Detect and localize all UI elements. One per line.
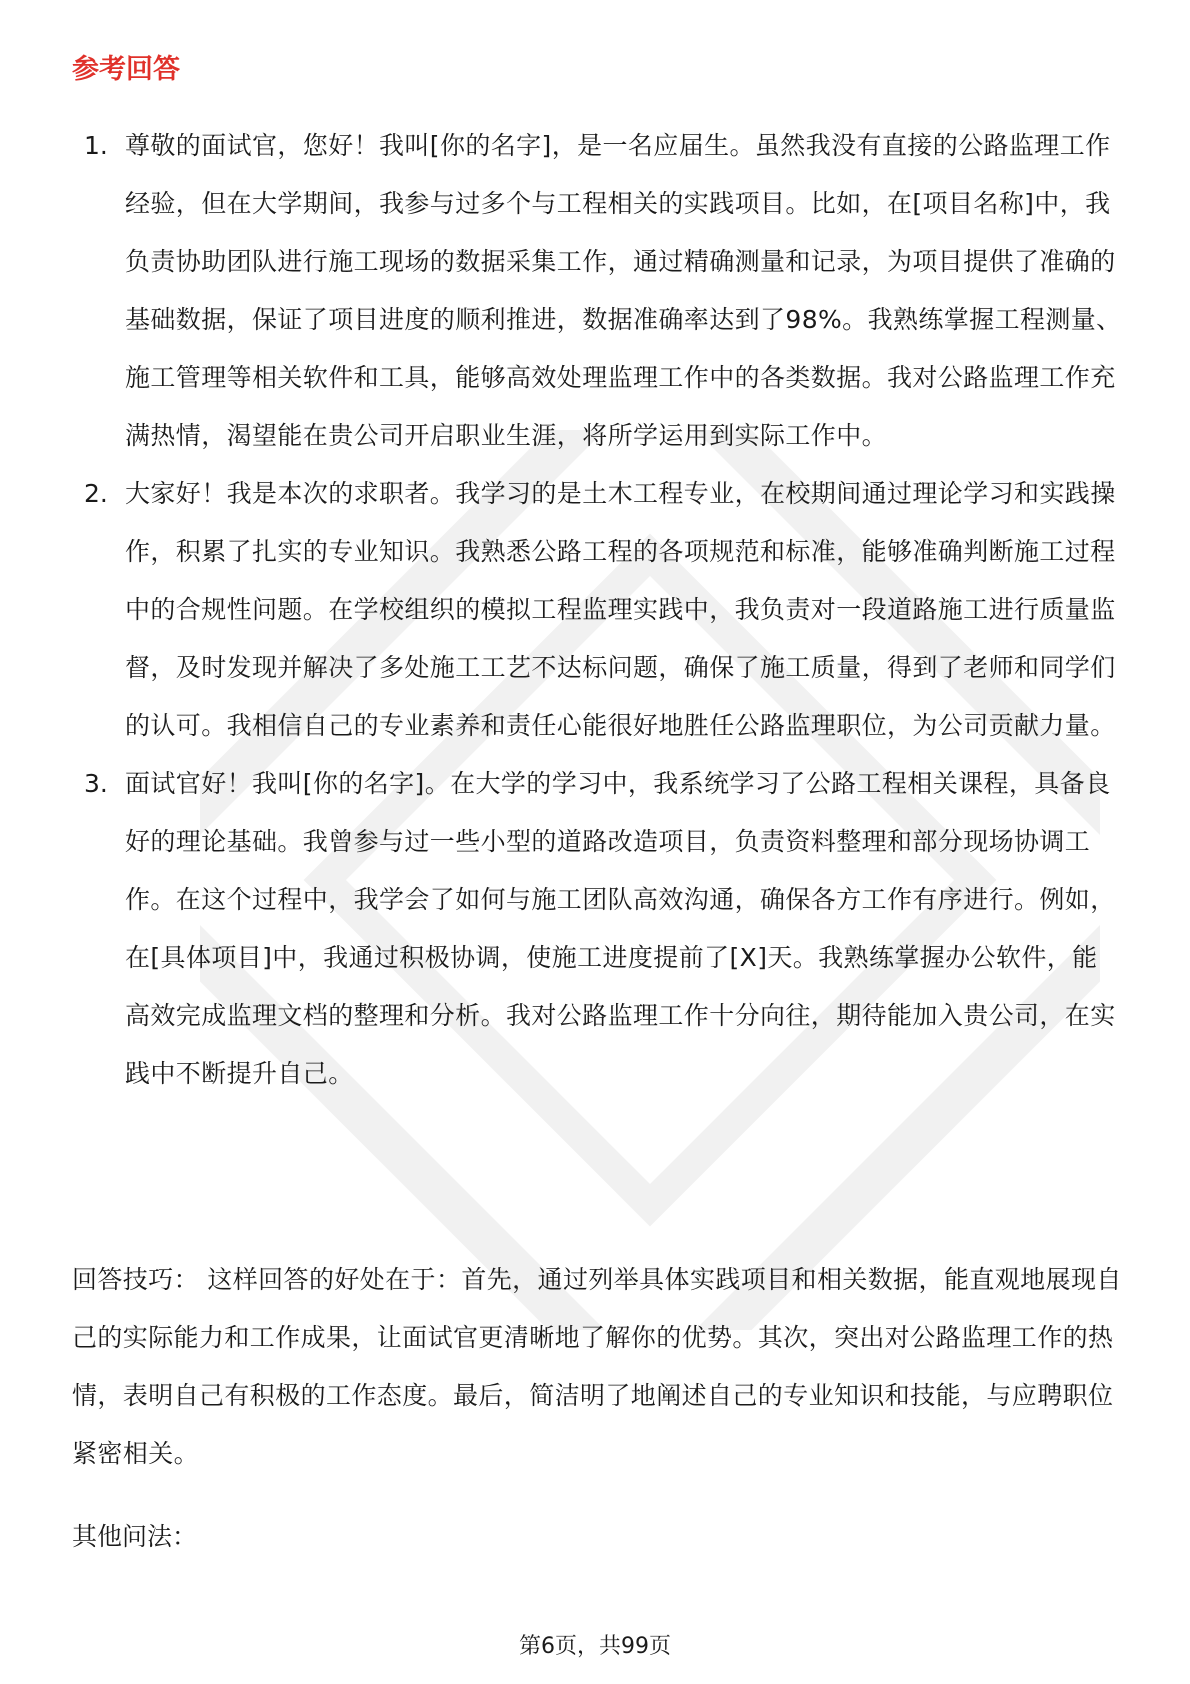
answer-tips: 回答技巧： 这样回答的好处在于：首先，通过列举具体实践项目和相关数据，能直观地展现自己的实际能力和工作成果，让面试官更清晰地了解你的优势。其次，突出对公路监理工作的热情，表明自己有积极的工作态度。最后，简洁明了地阐述自己的专业知识和技能，与应聘职位紧密相关。	[72, 1265, 1122, 1468]
answer-text: 尊敬的面试官，您好！我叫[你的名字]，是一名应届生。虽然我没有直接的公路监理工作经验，但在大学期间，我参与过多个与工程相关的实践项目。比如，在[项目名称]中，我负责协助团队进行施工现场的数据采集工作，通过精确测量和记录，为项目提供了准确的基础数据，保证了项目进度的顺利推进，数据准确率达到了98%。我熟练掌握工程测量、施工管理等相关软件和工具，能够高效处理监理工作中的各类数据。我对公路监理工作充满热情，渴望能在贵公司开启职业生涯，将所学运用到实际工作中。	[125, 131, 1122, 450]
answer-number: 1.	[84, 131, 108, 160]
section-title: 参考回答	[72, 54, 180, 85]
answer-text: 大家好！我是本次的求职者。我学习的是土木工程专业，在校期间通过理论学习和实践操作，积累了扎实的专业知识。我熟悉公路工程的各项规范和标准，能够准确判断施工过程中的合规性问题。在学校组织的模拟工程监理实践中，我负责对一段道路施工进行质量监督，及时发现并解决了多处施工工艺不达标问题，确保了施工质量，得到了老师和同学们的认可。我相信自己的专业素养和责任心能很好地胜任公路监理职位，为公司贡献力量。	[125, 479, 1116, 740]
answer-item-3	[72, 755, 1122, 1103]
page-footer: 第6页，共99页	[519, 1634, 671, 1659]
answer-text: 面试官好！我叫[你的名字]。在大学的学习中，我系统学习了公路工程相关课程，具备良好的理论基础。我曾参与过一些小型的道路改造项目，负责资料整理和部分现场协调工作。在这个过程中，我学会了如何与施工团队高效沟通，确保各方工作有序进行。例如，在[具体项目]中，我通过积极协调，使施工进度提前了[X]天。我熟练掌握办公软件，能高效完成监理文档的整理和分析。我对公路监理工作十分向往，期待能加入贵公司，在实践中不断提升自己。	[125, 769, 1116, 1088]
answer-list	[72, 117, 1122, 1103]
answer-number: 3.	[84, 769, 108, 798]
answer-item-1	[72, 117, 1122, 465]
other-questions-label: 其他问法：	[72, 1522, 198, 1551]
answer-number: 2.	[84, 479, 108, 508]
answer-item-2	[72, 465, 1122, 755]
